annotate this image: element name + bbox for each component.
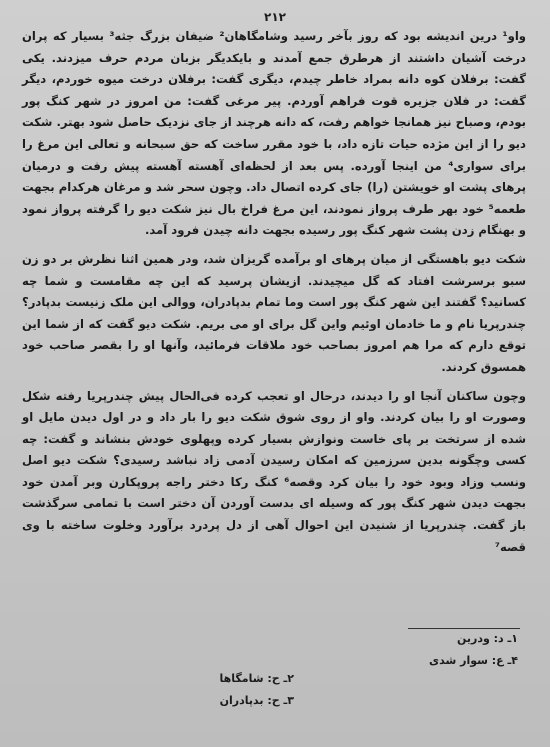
footnotes bbox=[22, 632, 526, 732]
footnote: ۲ـ ح: شامگاها bbox=[219, 672, 294, 685]
paragraph: وچون ساکنان آنجا او را دیدند، درحال او تعجب کرده فی‌الحال پیش چندرپریا رفته شکل وصورت او را بیان کردند. واو از روی شوق شکت دیو را بار داد و در اول دیدن مایل او شده از سرتخت بر پای خاست ونوازش بسیار کرده وپهلوی خودش بنشاند و گفت: چه کسی وچگونه بدین سرزمین که امکان رسیدن آدمی زاد نباشد رسیدی؟ شکت دیو اصل ونسب وزاد وبود خود را بیان کرد وقصه⁶ کنگ رکا دختر راجه پروپکارن وبر آمدن خود بجهت دیدن شهر کنگ پور که وسیله ای بدست آوردن آن دختر است با تمامی سرگذشت باز گفت. چندرپریا از شنیدن این احوال آهی از دل پردرد برآورد وخلوت ساخته با وی قصه⁷ bbox=[22, 388, 526, 554]
footnote: ۴ـ ع: سوار شدی bbox=[429, 654, 518, 667]
page-number: ۲۱۲ bbox=[264, 10, 286, 24]
footnote: ۱ـ د: ودرین bbox=[456, 632, 518, 645]
footnote-divider bbox=[408, 628, 520, 629]
footnote: ۳ـ ح: بدپادران bbox=[219, 694, 294, 707]
paragraph: شکت دیو باهستگی از میان پرهای او برآمده گریزان شد، ودر همین اثنا نظرش بر دو زن سبو برسرشت افتاد که گل میچیدند. ازیشان پرسید که این چه مقامست و شما چه کسانید؟ گفتند این شهر کنگ پور است وما تمام بدپادران، ووالی این ملک زنیست بدپادر؟ چندرپریا نام و ما خادمان اوئیم واین گل برای او می بریم. شکت دیو گفت که از شما این توقع دارم که مرا هم امروز بصاحب خود ملاقات فرمائید، وآنها او را بقصر صاحب خود همسوق کردند. bbox=[22, 251, 526, 374]
paragraph: واو¹ درین اندیشه بود که روز بآخر رسید وشامگاهان² ضیفان بزرگ جثه³ بسیار که پران درخت آشیان داشتند از هرطرق جمع آمدند و بایکدیگر بزبان مردم حرف میزدند. یکی گفت: برفلان کوه دانه بمراد خاطر چیدم، دیگری گفت: برفلان درخت میوه خوردم، دیگر گفت: در فلان جزیره قوت فراهم آوردم. پیر مرغی گفت: من امروز در شهر کنگ پور بودم، وصباح نیز همانجا خواهم رفت، که دانه هرچند از جای نزدیک حاصل شود بهتر. شکت دیو را از این مژده حیات تازه داد، با خود مقرر ساخت که حق سبحانه و تعالی این مرغ را برای سواری⁴ من اینجا آورده. پس بعد از لحظه‌ای آهسته آهسته پیش رفت و درمیان پرهای پشت او خویشتن (را) جای کرده اتصال داد. وچون سحر شد و مرغان هرکدام بجهت طعمه⁵ خود بهر طرف پرواز نمودند، این مرغ فراخ بال نیز شکت دیو را گرفته پرواز نمود و بهنگام زدن پشت شهر کنگ پور رسیده بجهت دانه چیدن فرود آمد. bbox=[22, 29, 527, 238]
body-text bbox=[22, 26, 526, 558]
